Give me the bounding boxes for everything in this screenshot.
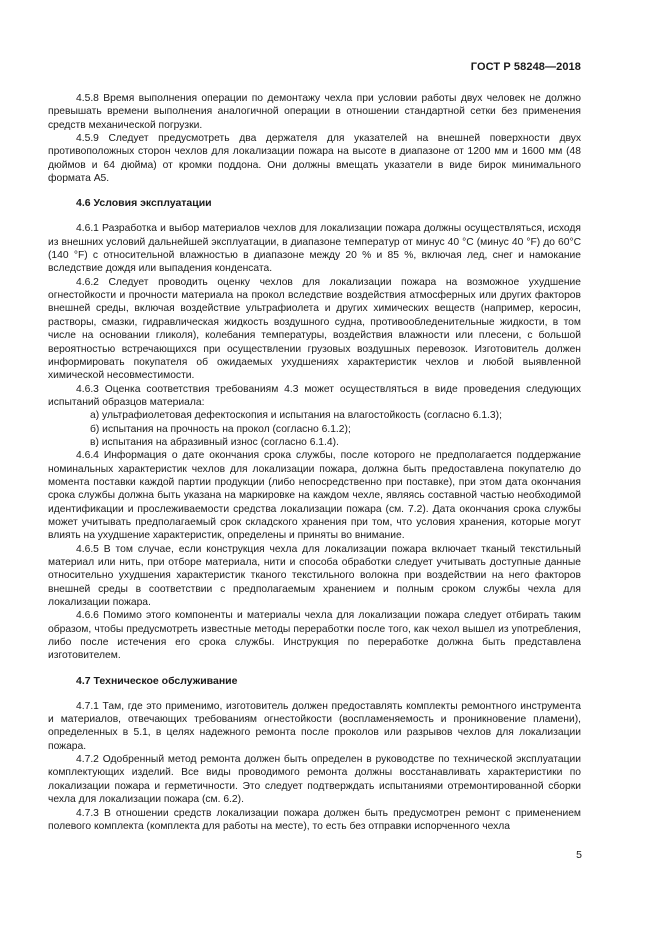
paragraph: 4.7.1 Там, где это применимо, изготовитель должен предоставлять комплекты ремонтного инструмента и материалов, отвечающих требованиям огнестойкости (воспламеняемость и проникновение пламени), определенных в 5.1, в целях надежного ремонта после проколов или разрывов чехлов для локализации пожара. <box>48 700 581 752</box>
paragraph: 4.6.3 Оценка соответствия требованиям 4.3 может осуществляться в виде проведения следующих испытаний образцов материала: <box>48 383 581 408</box>
list-item: б) испытания на прочность на прокол (согласно 6.1.2); <box>90 423 351 435</box>
paragraph: 4.6.2 Следует проводить оценку чехлов для локализации пожара на возможное ухудшение огнестойкости и прочности материала на прокол вследствие воздействия атмосферных или других факторов внешней среды, включая воздействие ультрафиолета и других химических веществ (например, керосин, растворы, смазки, гидравлическая жидкость воздушного судна, противообледенительные жидкости, в том числе на основании гликоля), колебания температуры, воздействия влажности или плесени, с большой вероятностью встречающихся при осуществлении грузовых воздушных перевозок. Изготовитель должен информировать покупателя об ожидаемых ухудшениях характеристик чехлов и любой выявленной химической несовместимости. <box>48 276 581 382</box>
paragraph: 4.5.8 Время выполнения операции по демонтажу чехла при условии работы двух человек не должно превышать времени выполнения аналогичной операции в отношении стандартной сетки без применения средств механической погрузки. <box>48 93 581 131</box>
paragraph: 4.7.2 Одобренный метод ремонта должен быть определен в руководстве по технической эксплуатации комплектующих изделий. Все виды проводимого ремонта должны восстанавливать характеристики по локализации пожара и герметичности. Это следует подтверждать испытаниями отремонтированной сборки чехла для локализации пожара (см. 6.2). <box>48 754 581 806</box>
list-item: в) испытания на абразивный износ (согласно 6.1.4). <box>90 436 339 448</box>
document-body <box>48 92 581 833</box>
paragraph: 4.7.3 В отношении средств локализации пожара должен быть предусмотрен ремонт с применением полевого комплекта (комплекта для работы на месте), то есть без отправки испорченного чехла <box>48 807 581 832</box>
paragraph: 4.5.9 Следует предусмотреть два держателя для указателей на внешней поверхности двух противоположных сторон чехлов для локализации пожара на высоте в диапазоне от 1200 мм и 1600 мм (48 дюймов и 64 дюйма) от кромки поддона. Они должны вмещать указатели в виде бирок минимального формата А5. <box>48 133 581 185</box>
paragraph: 4.6.5 В том случае, если конструкция чехла для локализации пожара включает тканый текстильный материал или нить, при отборе материала, нити и способа обработки следует учитывать доступные данные относительно ухудшения характеристик тканого текстильного волокна при воздействии на него факторов внешней среды в соответствии с предполагаемым хранением и полным сроком службы чехла для локализации пожара. <box>48 543 581 609</box>
paragraph: 4.6.1 Разработка и выбор материалов чехлов для локализации пожара должны осуществляться, исходя из внешних условий дальнейшей эксплуатации, в диапазоне температур от минус 40 °С (минус 40 °F) до 60°С (140 °F) с относительной влажностью в диапазоне между 20 % и 85 %, включая лед, снег и намокание вследствие дождя или выпадения конденсата. <box>48 223 581 275</box>
paragraph: 4.6.6 Помимо этого компоненты и материалы чехла для локализации пожара следует отбирать таким образом, чтобы предусмотреть известные методы переработки после того, как чехол вышел из употребления, либо после истечения его срока службы. Инструкция по переработке должна быть представлена изготовителем. <box>48 610 581 662</box>
document-id-header: ГОСТ Р 58248—2018 <box>470 61 581 73</box>
paragraph: 4.6.4 Информация о дате окончания срока службы, после которого не предполагается поддержание номинальных характеристик чехлов для локализации пожара, должна быть предоставлена покупателю до момента поставки каждой партии продукции (либо непосредственно при поставке), при этом дата окончания срока службы должна быть указана на маркировке на каждом чехле, являясь составной частью необходимой идентификации и прослеживаемости средства локализации пожара (см. 7.2). Дата окончания срока службы может учитывать предполагаемый срок складского хранения при том, что условия хранения, которые могут влиять на ухудшение характеристик, определены и приняты во внимание. <box>48 450 581 542</box>
section-heading: 4.7 Техническое обслуживание <box>76 674 238 687</box>
list-item: а) ультрафиолетовая дефектоскопия и испытания на влагостойкость (согласно 6.1.3); <box>90 410 502 422</box>
section-heading: 4.6 Условия эксплуатации <box>76 197 212 210</box>
page-number: 5 <box>576 849 582 861</box>
